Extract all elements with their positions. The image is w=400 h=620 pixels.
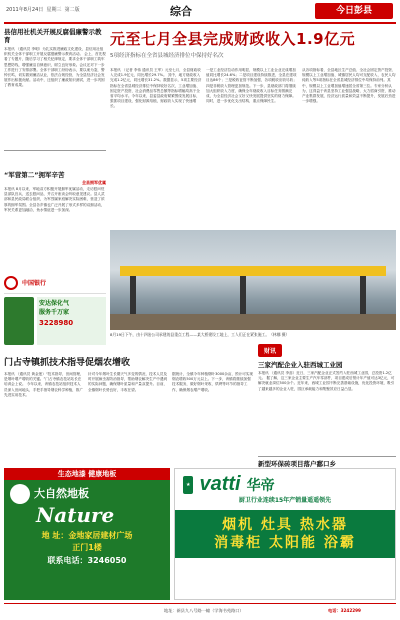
crane-leg-mid: [240, 276, 246, 316]
article1-body: 本报讯 （通讯员 李明）为扎实推进廉政文化建设，县信用社组织机关全体干部职工开展反腐倡廉警示教育活动。 会上，首先观看了专题片，随后学习了相关纪律规定，要求全体干部职工筑牢思想防线，增强廉洁自律意识，树立良好形象。会议还对下一步工作进行了安排部署。全体干部职工纷纷表示，要以案为鉴，警钟长鸣，切实做到廉洁从业，依法合规经营，为全县经济社会发展作出积极贡献。活动中，还组织了廉政知识测试，进一步巩固了教育成果。: [4, 47, 106, 88]
nature-floor: 正门1楼: [72, 543, 102, 552]
nature-address: 地 址：金地家居建材广场: [41, 531, 133, 540]
footer-phone-row: 电话：3242299: [328, 608, 361, 613]
main-article-col2: 一是工业经济拉动作用明显，规模以上工业企业完成增加值同比增长24.6%；二是项目建设持续推进，全县在建项目达86个；三是税收征管不断加强，各项税收应收尽收；四是非税收入管理更加规范。下一步，县财政部门将继续加大组织收入力度，确保全年财政收入目标任务圆满完成，为全县经济社会又好又快发展提供坚实的财力保障。同时，进一步优化支出结构，重点保障民生。: [206, 68, 297, 104]
nature-phone: 联系电话：3246050: [47, 556, 127, 565]
footer: [4, 603, 396, 617]
lower-article: [4, 358, 254, 462]
vatti-products-1: 烟机 灶具 热水器: [222, 517, 348, 533]
gas-ad: [4, 297, 106, 345]
main-headline: 元至七月全县完成财政收入1.9亿元: [110, 30, 356, 48]
section-title: 综合: [170, 5, 192, 18]
gas-cylinder-icon: [4, 297, 34, 345]
nature-logo-icon: [10, 484, 30, 504]
bank-ad: [4, 272, 106, 294]
main-article-col1: 本报讯 （记者 李伟 通讯员 王军）元至七月，全县财政收入完成1.9亿元，同比增长29.7%。 其中，地方财政收入完成1.2亿元，同比增长31.2%。数据显示，5项主要经济指标在全省县城经济排位中保持较好名次，工业增加值、固定资产投资、社会消费品零售总额等指标增幅均高于全省平均水平。今年以来，县委县政府紧紧围绕发展目标，狠抓项目建设，强化财源培植，财政收入实现了快速增长。: [110, 68, 202, 109]
crane-leg-left: [130, 276, 136, 316]
gas-ad-phone: 3228980: [39, 319, 74, 327]
left-ads: [4, 272, 106, 352]
nature-slogan: 生态地漆 健康地板: [4, 468, 170, 480]
bridge-deck: [110, 314, 396, 330]
bank-name: 中国银行: [22, 280, 47, 287]
vatti-slogan: 厨卫行业连续15年产销量遥遥领先: [238, 497, 332, 504]
main-headline-block: [110, 30, 396, 64]
column-tag: 财讯: [258, 344, 282, 357]
crane-girder: [120, 266, 386, 276]
main-subheadline: 5项经济指标在全省县城经济排位中保持好名次: [110, 53, 224, 59]
news1-title: 三家汽配企业入驻西城工业园: [258, 361, 343, 369]
nature-brand-en: Nature: [36, 503, 115, 527]
header-rule: [4, 22, 396, 24]
lower-article-col2: 针对今年烟叶生长期天气多变的情况，技术人员及时开展病虫害防治指导，帮助烟农解决生产中遇到的实际问题，确保烟叶质量和产量双提升。目前，全镇烟叶长势良好，丰收在望。: [88, 372, 168, 392]
header: [0, 0, 400, 26]
main-photo: [110, 230, 396, 330]
lower-article-col3: 据统计，全镇今年种植烟叶3000余亩，预计可实现烟农增收500万元以上。下一步，该镇将继续加强技术服务，做好烟叶采收、烘烤等环节的指导工作，确保烟农增产增收。: [172, 372, 254, 392]
vatti-ad: [174, 468, 396, 600]
news2-title: 新型环保砖项目落户鄱口乡: [258, 460, 336, 468]
vatti-logo-cn: 华帝: [246, 477, 275, 494]
gas-ad-line2: 服务千万家: [39, 309, 70, 316]
photo-caption: 8月19日下午，由十四冶公司承建的县重点工程——某大桥建设工地上，工人们正在紧张施工。（林娜 摄）: [110, 332, 290, 337]
news1-body: 本报讯 （通讯员 李蕊）近日，三家汽配企业正式签约入驻西城工业园，总投资1.2亿元。 据了解，这三家企业主要生产汽车零部件，项目建成后预计年产值可达3亿元，可解决就业岗位500余个。近年来，西城工业园不断完善基础设施，优化投资环境，吸引了越来越多的企业入驻，园区承载能力和集聚效应日益凸显。: [258, 371, 395, 391]
crane-leg-right: [360, 276, 366, 316]
article2-body: 本报讯 8月以来，军地双方积极开展拥军优属活动，走访慰问驻县部队官兵，送去慰问品，并召开座谈会听取意见建议。县人武部和县民政局联合组织，为军烈属家庭解决实际困难，营造了浓厚的拥军氛围。全县各乡镇也广泛开展了形式多样的双拥活动，军民关系更加融洽，鱼水情谊进一步加深。: [4, 187, 105, 212]
lower-article-title: 门占寺镇抓技术指导促烟农增收: [4, 358, 131, 368]
bank-logo-icon: [4, 276, 18, 290]
left-column: [4, 26, 106, 270]
vatti-badge-icon: ★: [183, 476, 193, 494]
nature-brand-cn: 大自然地板: [34, 487, 89, 500]
article2-title-row: “军营第二”拥军辛苦 全县拥军优属: [4, 171, 106, 185]
vatti-logo-en: vatti: [199, 473, 241, 495]
header-date: 2011年8月24日 星期三 第二版: [6, 7, 80, 13]
nature-ad: [4, 468, 170, 600]
lower-article-col1: 本报讯 （通讯员 黄金莲）“技术指导，田间管理，是烟叶增产增收的关键。”门占寺镇农技站站长在培训会上说。 今年以来，该镇农技站组织技术人员深入田间地头，手把手指导烟农科学种植，推广先进实用技术。: [4, 372, 84, 397]
footer-address: 地址：新县九八号路一幢（学海书苑路口）: [164, 608, 244, 613]
main-article-col3: 从各项指标看，全县地区生产总值、全社会固定资产投资、规模以上工业增加值、城镇居民人均可支配收入、农民人均纯收入等5项指标在全省县城经济排位中均保持前列。其中，规模以上工业增加值增速居全省第三位。专家分析认为，这得益于该县坚持工业强县战略，大力招商引资，推动产业集群发展，经济运行质量和效益不断提升，发展后劲进一步增强。: [302, 68, 396, 104]
gas-ad-line1: 安达保化气: [39, 300, 70, 307]
vatti-products-2: 消毒柜 太阳能 浴霸: [214, 535, 356, 551]
article1-title: 县信用社机关开展反腐倡廉警示教育: [4, 28, 102, 44]
newspaper-logo: 今日彭县: [315, 3, 393, 19]
